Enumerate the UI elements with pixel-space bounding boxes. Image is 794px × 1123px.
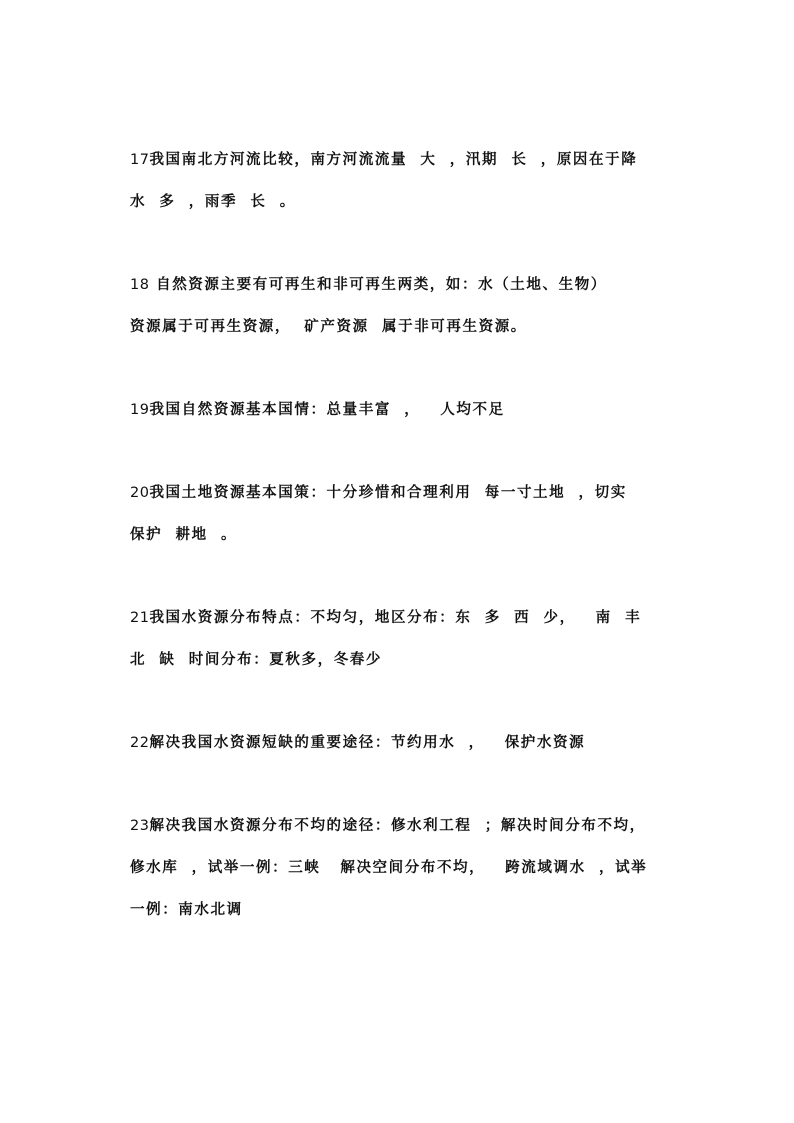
item-17-text-2: 水 多 ，雨季 长 。: [130, 194, 296, 210]
item-20-line-1: [130, 483, 675, 503]
item-21-text-2: 北 缺 时间分布：夏秋多，冬春少: [130, 652, 382, 668]
item-23-line-3: [130, 900, 675, 920]
item-17-number: 17: [130, 152, 150, 168]
item-23-text-1: 解决我国水资源分布不均的途径：修水利工程 ；解决时间分布不均，: [149, 818, 646, 834]
item-20-number: 20: [130, 485, 150, 501]
item-17-text-1: 我国南北方河流比较，南方河流流量 大 ，汛期 长 ，原因在于降: [149, 152, 638, 168]
item-17-line-2: [130, 192, 675, 212]
item-20-text-1: 我国土地资源基本国策：十分珍惜和合理利用 每一寸土地 ，切实: [149, 485, 627, 501]
item-18-number: 18: [130, 277, 150, 293]
item-21-number: 21: [130, 610, 150, 626]
item-21-line-2: [130, 650, 675, 670]
item-22-number: 22: [130, 735, 150, 751]
item-22-text-1: 解决我国水资源短缺的重要途径：节约用水 ， 保护水资源: [149, 735, 586, 751]
item-18-text-1: 自然资源主要有可再生和非可再生两类，如：水（土地、生物）: [149, 277, 607, 293]
item-23-line-2: [130, 858, 675, 878]
item-19-number: 19: [130, 402, 150, 418]
item-23-text-3: 一例：南水北调: [130, 902, 243, 918]
item-20-line-2: [130, 525, 675, 545]
item-21-line-1: [130, 608, 675, 628]
item-23-text-2: 修水库 ，试举一例：三峡 解决空间分布不均， 跨流域调水 ，试举: [130, 860, 648, 876]
item-23-line-1: [130, 816, 675, 836]
item-19-line-1: [130, 400, 675, 420]
item-19-text-1: 我国自然资源基本国情：总量丰富 ， 人均不足: [149, 402, 505, 418]
item-17-line-1: [130, 150, 675, 170]
item-23-number: 23: [130, 818, 150, 834]
item-21-text-1: 我国水资源分布特点：不均匀，地区分布：东 多 西 少， 南 丰: [149, 610, 642, 626]
item-20-text-2: 保护 耕地 。: [130, 527, 238, 543]
item-18-line-2: [130, 317, 675, 337]
item-22-line-1: [130, 733, 675, 753]
item-18-line-1: [130, 275, 675, 295]
item-18-text-2: 资源属于可再生资源， 矿产资源 属于非可再生资源。: [130, 319, 527, 335]
